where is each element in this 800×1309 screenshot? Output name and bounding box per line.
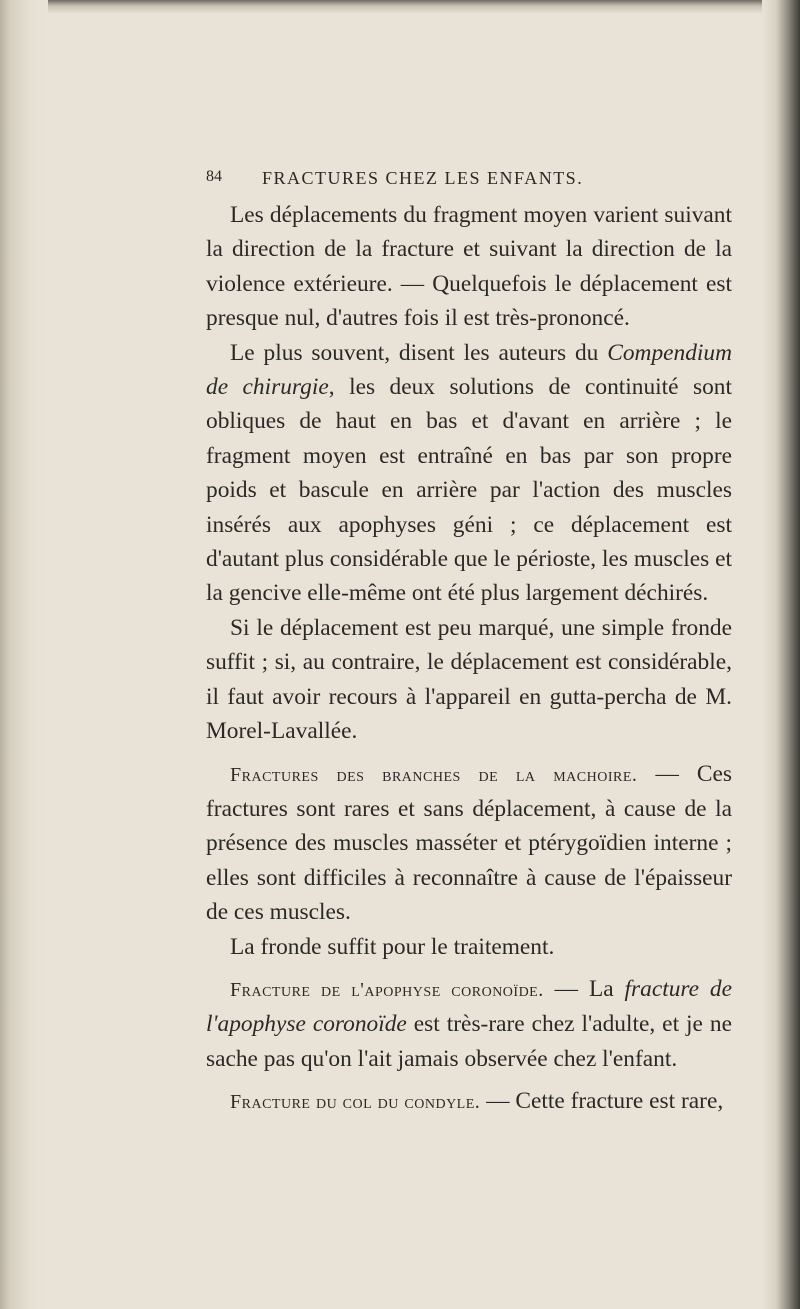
paragraph-text: , les deux solutions de continuité sont obliques de haut en bas et d'avant en arrière ; le fragment moyen est entraîné en bas par son propre poids et bascule en arrière par l'action des muscles insérés aux apophyses géni ; ce déplacement est d'autant plus considérable que le périoste, les muscles et la gencive elle-même ont été plus largement déchirés.	[206, 374, 733, 607]
body-text	[206, 198, 732, 1120]
section-paragraph	[206, 972, 732, 1076]
paragraph-text: La fronde suffit pour le traitement.	[230, 933, 555, 960]
paragraph-text: Les déplacements du fragment moyen varient suivant la direction de la fracture et suivant la direction de la violence extérieure. — Quelquefois le déplacement est presque nul, d'autres fois il est très-prononcé.	[206, 202, 732, 332]
page-number: 84	[206, 168, 222, 185]
paragraph	[206, 930, 732, 964]
section-paragraph	[206, 1084, 732, 1119]
paragraph-text: Si le déplacement est peu marqué, une simple fronde suffit ; si, au contraire, le déplacement est considérable, il faut avoir recours à l'appareil en gutta-percha de M. Morel-Lavallée.	[206, 614, 732, 745]
italic-term: fracture de l'apophyse coronoïde	[206, 975, 733, 1038]
section-heading: Fractures des branches de la machoire.	[230, 763, 638, 786]
paragraph	[206, 611, 732, 749]
section-paragraph	[206, 757, 732, 930]
paragraph-text: — La	[543, 975, 625, 1002]
book-title-italic: Compendium de chirurgie	[206, 339, 732, 401]
paragraph	[206, 198, 732, 336]
running-title: FRACTURES CHEZ LES ENFANTS.	[262, 168, 584, 188]
paragraph-text: — Cette fracture est rare,	[480, 1088, 724, 1115]
section-heading: Fracture de l'apophyse coronoïde.	[230, 978, 544, 1001]
paragraph-text: est très-rare chez l'adulte, et je ne sache pas qu'on l'ait jamais observée chez l'enfant.	[206, 1011, 732, 1072]
paragraph	[206, 336, 732, 611]
paragraph-text: Le plus souvent, disent les auteurs du	[230, 339, 608, 366]
paragraph-text: — Ces fractures sont rares et sans déplacement, à cause de la présence des muscles masséter et ptérygoïdien interne ; elles sont difficiles à reconnaître à cause de l'épaisseur de ces muscles.	[206, 760, 732, 926]
section-heading: Fracture du col du condyle.	[230, 1091, 481, 1114]
